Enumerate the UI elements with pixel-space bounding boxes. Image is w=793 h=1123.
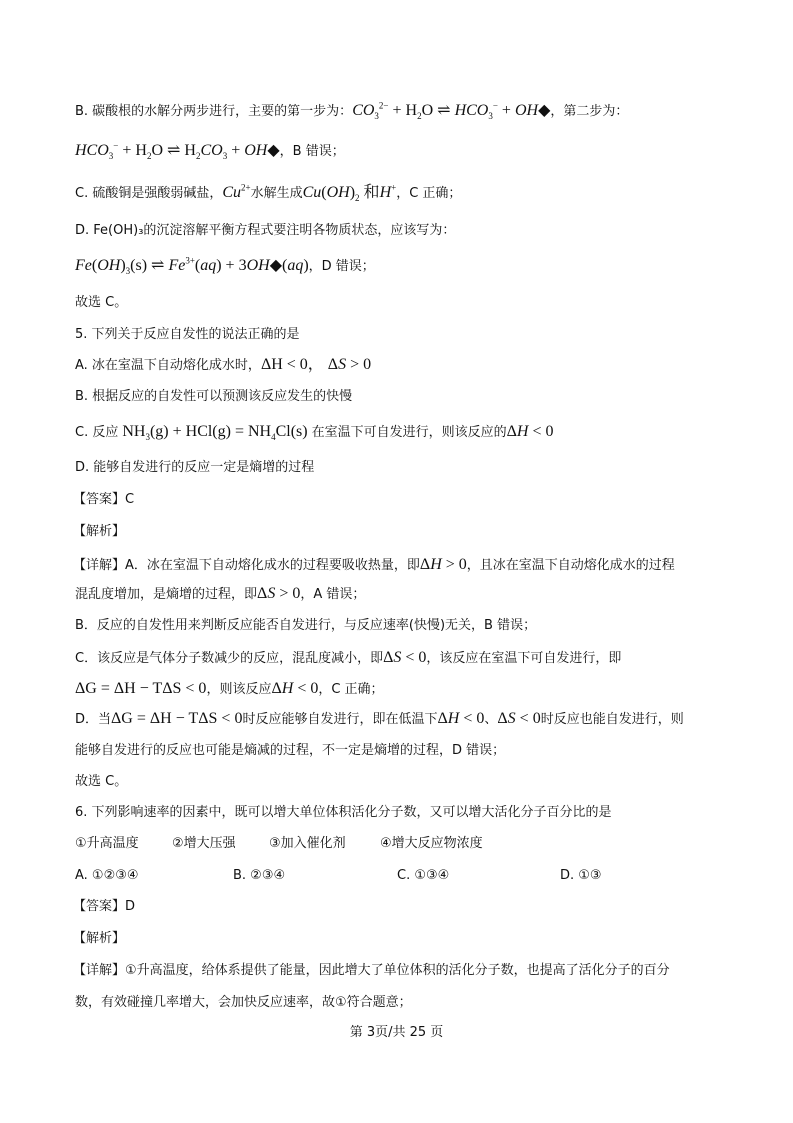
text-line (75, 256, 375, 277)
text-span: ，C 正确； (318, 682, 384, 697)
equation-dh-pos: ΔH > 0 (419, 556, 467, 573)
text-span: D．当 (75, 712, 112, 727)
text-line: 故选 C。 (75, 295, 128, 310)
detail-6-2: 数，有效碰撞几率增大，会加快反应速率，故①符合题意； (75, 995, 412, 1010)
factor-item: ④增大反应物浓度 (380, 836, 483, 851)
option-5d: D. 能够自发进行的反应一定是熵增的过程 (75, 460, 315, 475)
equation-dh: ΔH < 0 (506, 423, 554, 440)
equation-carbonate-step2: $HCO_3^- + H_2O$ ⇌ $H_2CO_3$ + OH◆ (75, 140, 280, 162)
equation-ds-neg: ΔS < 0 (383, 649, 427, 666)
equation-carbonate-step1: $CO_3^{2-} + H_2O$ ⇌ $HCO_3^-$ + OH◆ (352, 100, 551, 122)
text-line: 能够自发进行的反应也可能是熵减的过程，不一定是熵增的过程，D 错误； (75, 743, 506, 758)
text-span: ，B 错误； (279, 144, 345, 159)
text-span: ，第二步为： (550, 104, 629, 119)
text-span: 时反应能够自发进行，即在低温下 (242, 712, 438, 727)
detail-6-1: 【详解】①升高温度，给体系提供了能量，因此增大了单位体积的活化分子数，也提高了活化分子的百分 (73, 963, 670, 978)
option-6d: D. ①③ (560, 868, 602, 883)
equation-gibbs-cond: ΔG = ΔH − TΔS < 0 (111, 710, 243, 727)
text-span: 、 (484, 712, 498, 727)
option-6a: A. ①②③④ (75, 868, 139, 883)
option-5c (75, 422, 554, 443)
text-span: ，A 错误； (300, 587, 366, 602)
text-line: D. Fe(OH)₃的沉淀溶解平衡方程式要注明各物质状态，应该写为： (75, 223, 456, 238)
text-span: 混乱度增加，是熵增的过程，即 (75, 587, 258, 602)
equation-fe-hydroxide: $Fe(OH)_3(s)$ ⇌ $Fe^{3+}(aq)$ + 3OH◆(aq) (75, 255, 309, 277)
text-span: 水解生成 (250, 186, 303, 201)
analysis-5: 【解析】 (73, 524, 126, 539)
equation-dh-neg: ΔH < 0 (271, 680, 319, 697)
factor-item: ①升高温度 (75, 836, 139, 851)
text-span: ，该反应在室温下可自发进行，即 (426, 651, 622, 666)
equation-dh-neg: ΔH < 0 (437, 710, 485, 727)
equation-ds-pos: ΔS > 0 (257, 585, 301, 602)
detail-5b: B．反应的自发性用来判断反应能否自发进行，与反应速率(快慢)无关，B 错误； (75, 618, 537, 633)
text-span: C. 反应 (75, 425, 119, 440)
factor-item: ③加入催化剂 (269, 836, 346, 851)
option-5b: B. 根据反应的自发性可以预测该反应发生的快慢 (75, 389, 353, 404)
equation-cu-hydroxide: $Cu(OH)_2$ 和H+ (302, 182, 397, 204)
answer-5: 【答案】C (73, 492, 135, 507)
page-footer: 第 3页/共 25 页 (349, 1025, 444, 1040)
text-span: A. 冰在室温下自动熔化成水时， (75, 358, 261, 373)
text-span: C. 硫酸铜是强酸弱碱盐， (75, 186, 223, 201)
factor-item: ②增大压强 (172, 836, 236, 851)
question-6: 6. 下列影响速率的因素中，既可以增大单位体积活化分子数，又可以增大活化分子百分比的是 (75, 805, 612, 820)
detail-5c (75, 648, 621, 669)
equation-ds-neg: ΔS < 0 (497, 710, 541, 727)
option-6c: C. ①③④ (397, 868, 450, 883)
text-span: ，C 正确； (396, 186, 462, 201)
text-span: 在室温下可自发进行，则该反应的 (311, 425, 507, 440)
option-6b: B. ②③④ (233, 868, 286, 883)
detail-5a (73, 555, 675, 576)
answer-6: 【答案】D (73, 899, 136, 914)
text-line (75, 584, 365, 605)
equation-gibbs: ΔG = ΔH − TΔS < 0 (75, 680, 207, 697)
text-span: 【详解】A．冰在室温下自动熔化成水的过程要吸收热量，即 (73, 558, 420, 573)
text-span: ，D 错误； (308, 259, 375, 274)
text-span: 时反应也能自发进行，则 (540, 712, 684, 727)
equation-nh4cl: $NH_3(g) + HCl(g) = NH_4Cl(s)$ (118, 423, 312, 443)
analysis-6: 【解析】 (73, 931, 126, 946)
text-line (75, 141, 345, 162)
text-span: ，则该反应 (206, 682, 272, 697)
text-span: B. 碳酸根的水解分两步进行，主要的第一步为： (75, 104, 353, 119)
equation-dh-ds: ΔH < 0， ΔS > 0 (260, 356, 372, 373)
text-line (75, 679, 384, 700)
text-span: ，且冰在室温下自动熔化成水的过程 (466, 558, 675, 573)
equation-cu-ion: $Cu^{2+}$ (222, 182, 251, 201)
option-5a (75, 355, 371, 376)
text-line (75, 183, 461, 204)
detail-5d (75, 709, 684, 730)
text-span: C．该反应是气体分子数减少的反应，混乱度减小，即 (75, 651, 384, 666)
text-line (75, 101, 628, 122)
text-line: 故选 C。 (75, 774, 128, 789)
question-5: 5. 下列关于反应自发性的说法正确的是 (75, 327, 300, 342)
